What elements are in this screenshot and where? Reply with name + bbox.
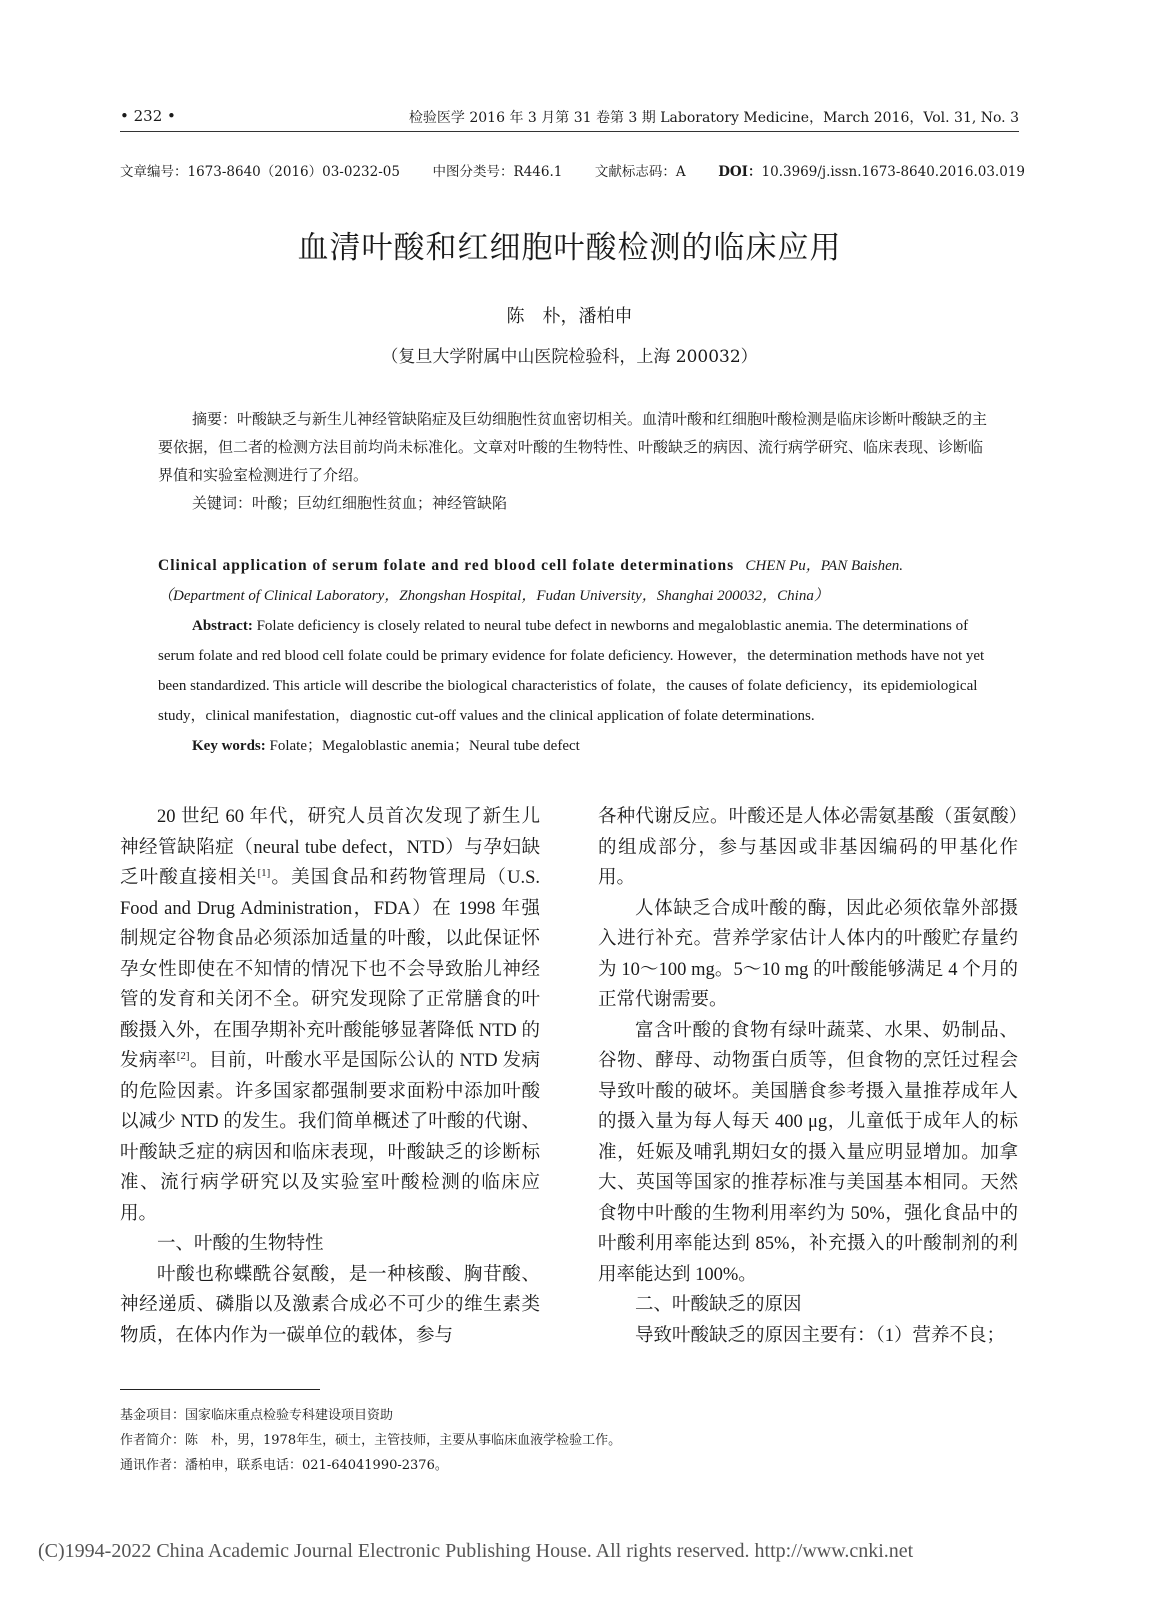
body-paragraph — [120, 802, 540, 1229]
english-affiliation: （Department of Clinical Laboratory，Zhongshan Hospital，Fudan University，Shanghai 200032，China） — [158, 588, 829, 604]
body-paragraph: 富含叶酸的食物有绿叶蔬菜、水果、奶制品、谷物、酵母、动物蛋白质等，但食物的烹饪过程会导致叶酸的破坏。美国膳食参考摄入量推荐成年人的摄入量为每人每天 400 μg，儿童低于成年人的标准，妊娠及哺乳期妇女的摄入量应明显增加。加拿大、英国等国家的推荐标准与美国基本相同。天然食物中叶酸的生物利用率约为 50%，强化食品中的叶酸利用率能达到 85%，补充摄入的叶酸制剂的利用率能达到 100%。 — [598, 1020, 1018, 1285]
doi — [718, 160, 1025, 180]
keywords-zh: 关键词：叶酸；巨幼红细胞性贫血；神经管缺陷 — [192, 494, 508, 512]
footnotes — [120, 1403, 621, 1478]
document-code: 文献标志码：A — [594, 164, 686, 180]
footnote-author-bio: 作者简介：陈 朴，男，1978年生，硕士，主管技师，主要从事临床血液学检验工作。 — [120, 1433, 622, 1448]
doi-label: DOI： — [718, 164, 762, 180]
body-column-left — [120, 802, 540, 1351]
body-paragraph: 导致叶酸缺乏的原因主要有：（1）营养不良； — [635, 1325, 1006, 1346]
article-meta — [120, 160, 1025, 180]
body-text: 。目前，叶酸水平是国际公认的 NTD 发病的危险因素。许多国家都强制要求面粉中添加叶酸以减少 NTD 的发生。我们简单概述了叶酸的代谢、叶酸缺乏症的病因和临床表现，叶酸缺乏的诊断标准、流行病学研究以及实验室叶酸检测的临床应用。 — [120, 1051, 540, 1224]
doi-value: 10.3969/j.issn.1673-8640.2016.03.019 — [761, 164, 1025, 180]
body-column-right — [598, 802, 1018, 1351]
page-number: • 232 • — [120, 107, 176, 125]
clc-number: 中图分类号：R446.1 — [432, 164, 563, 180]
citation-ref[interactable]: [1] — [257, 866, 271, 879]
copyright-notice: (C)1994-2022 China Academic Journal Electronic Publishing House. All rights reserved. http://www.cnki.net — [38, 1540, 914, 1562]
body-paragraph: 叶酸也称蝶酰谷氨酸，是一种核酸、胸苷酸、神经递质、磷脂以及激素合成必不可少的维生素类物质，在体内作为一碳单位的载体，参与 — [120, 1264, 540, 1346]
english-authors: CHEN Pu，PAN Baishen. — [745, 558, 904, 574]
body-paragraph-continued: 各种代谢反应。叶酸还是人体必需氨基酸（蛋氨酸）的组成部分，参与基因或非基因编码的甲基化作用。 — [598, 807, 1018, 888]
body-paragraph: 人体缺乏合成叶酸的酶，因此必须依靠外部摄入进行补充。营养学家估计人体内的叶酸贮存量约为 10～100 mg。5～10 mg 的叶酸能够满足 4 个月的正常代谢需要。 — [598, 898, 1018, 1010]
english-keywords-label: Key words: — [192, 738, 266, 754]
footnote-rule — [120, 1389, 320, 1390]
citation-ref[interactable]: [2] — [176, 1049, 190, 1062]
section-heading: 二、叶酸缺乏的原因 — [635, 1295, 802, 1315]
english-keywords-text: Folate；Megaloblastic anemia；Neural tube defect — [269, 738, 580, 754]
english-title: Clinical application of serum folate and red blood cell folate determinations — [158, 557, 735, 574]
english-abstract — [158, 611, 988, 731]
header-rule — [120, 131, 1019, 132]
body-text: 20 世纪 60 年代，研究人员首次发现了新生儿神经管缺陷症（neural tube defect，NTD）与孕妇缺乏叶酸直接相关 — [120, 807, 540, 888]
footnote-fund: 基金项目：国家临床重点检验专科建设项目资助 — [120, 1408, 394, 1423]
english-abstract-label: Abstract: — [192, 618, 253, 634]
abstract-zh-block — [158, 405, 988, 517]
authors: 陈 朴，潘柏申 — [506, 306, 633, 327]
english-abstract-text: Folate deficiency is closely related to neural tube defect in newborns and megaloblastic anemia. The determinations of serum folate and red blood cell folate could be primary evidence for folate deficiency. However，the determination methods have not yet been standardized. This article will describe the biological characteristics of folate，the causes of folate deficiency，its epidemiological study，clinical manifestation，diagnostic cut-off values and the clinical application of folate determinations. — [158, 618, 985, 724]
footnote-contact: 通讯作者：潘柏申，联系电话：021-64041990-2376。 — [120, 1458, 448, 1473]
abstract-zh: 摘要：叶酸缺乏与新生儿神经管缺陷症及巨幼细胞性贫血密切相关。血清叶酸和红细胞叶酸检测是临床诊断叶酸缺乏的主要依据，但二者的检测方法目前均尚未标准化。文章对叶酸的生物特性、叶酸缺乏的病因、流行病学研究、临床表现、诊断临界值和实验室检测进行了介绍。 — [158, 410, 988, 484]
affiliation: （复旦大学附属中山医院检验科，上海 200032） — [381, 347, 758, 367]
article-title: 血清叶酸和红细胞叶酸检测的临床应用 — [297, 230, 842, 266]
article-number: 文章编号：1673-8640（2016）03-0232-05 — [120, 164, 400, 180]
english-keywords — [158, 731, 988, 761]
section-heading: 一、叶酸的生物特性 — [157, 1234, 324, 1254]
body-text: 。美国食品和药物管理局（U.S. Food and Drug Administration，FDA）在 1998 年强制规定谷物食品必须添加适量的叶酸，以此保证怀孕女性即使在不知情的情况下也不会导致胎儿神经管的发育和关闭不全。研究发现除了正常膳食的叶酸摄入外，在围孕期补充叶酸能够显著降低 NTD 的发病率 — [120, 868, 540, 1071]
english-abstract-block — [158, 551, 988, 761]
journal-header: 检验医学 2016 年 3 月第 31 卷第 3 期 Laboratory Medicine，March 2016，Vol. 31, No. 3 — [408, 110, 1019, 126]
english-title-line — [158, 551, 988, 611]
